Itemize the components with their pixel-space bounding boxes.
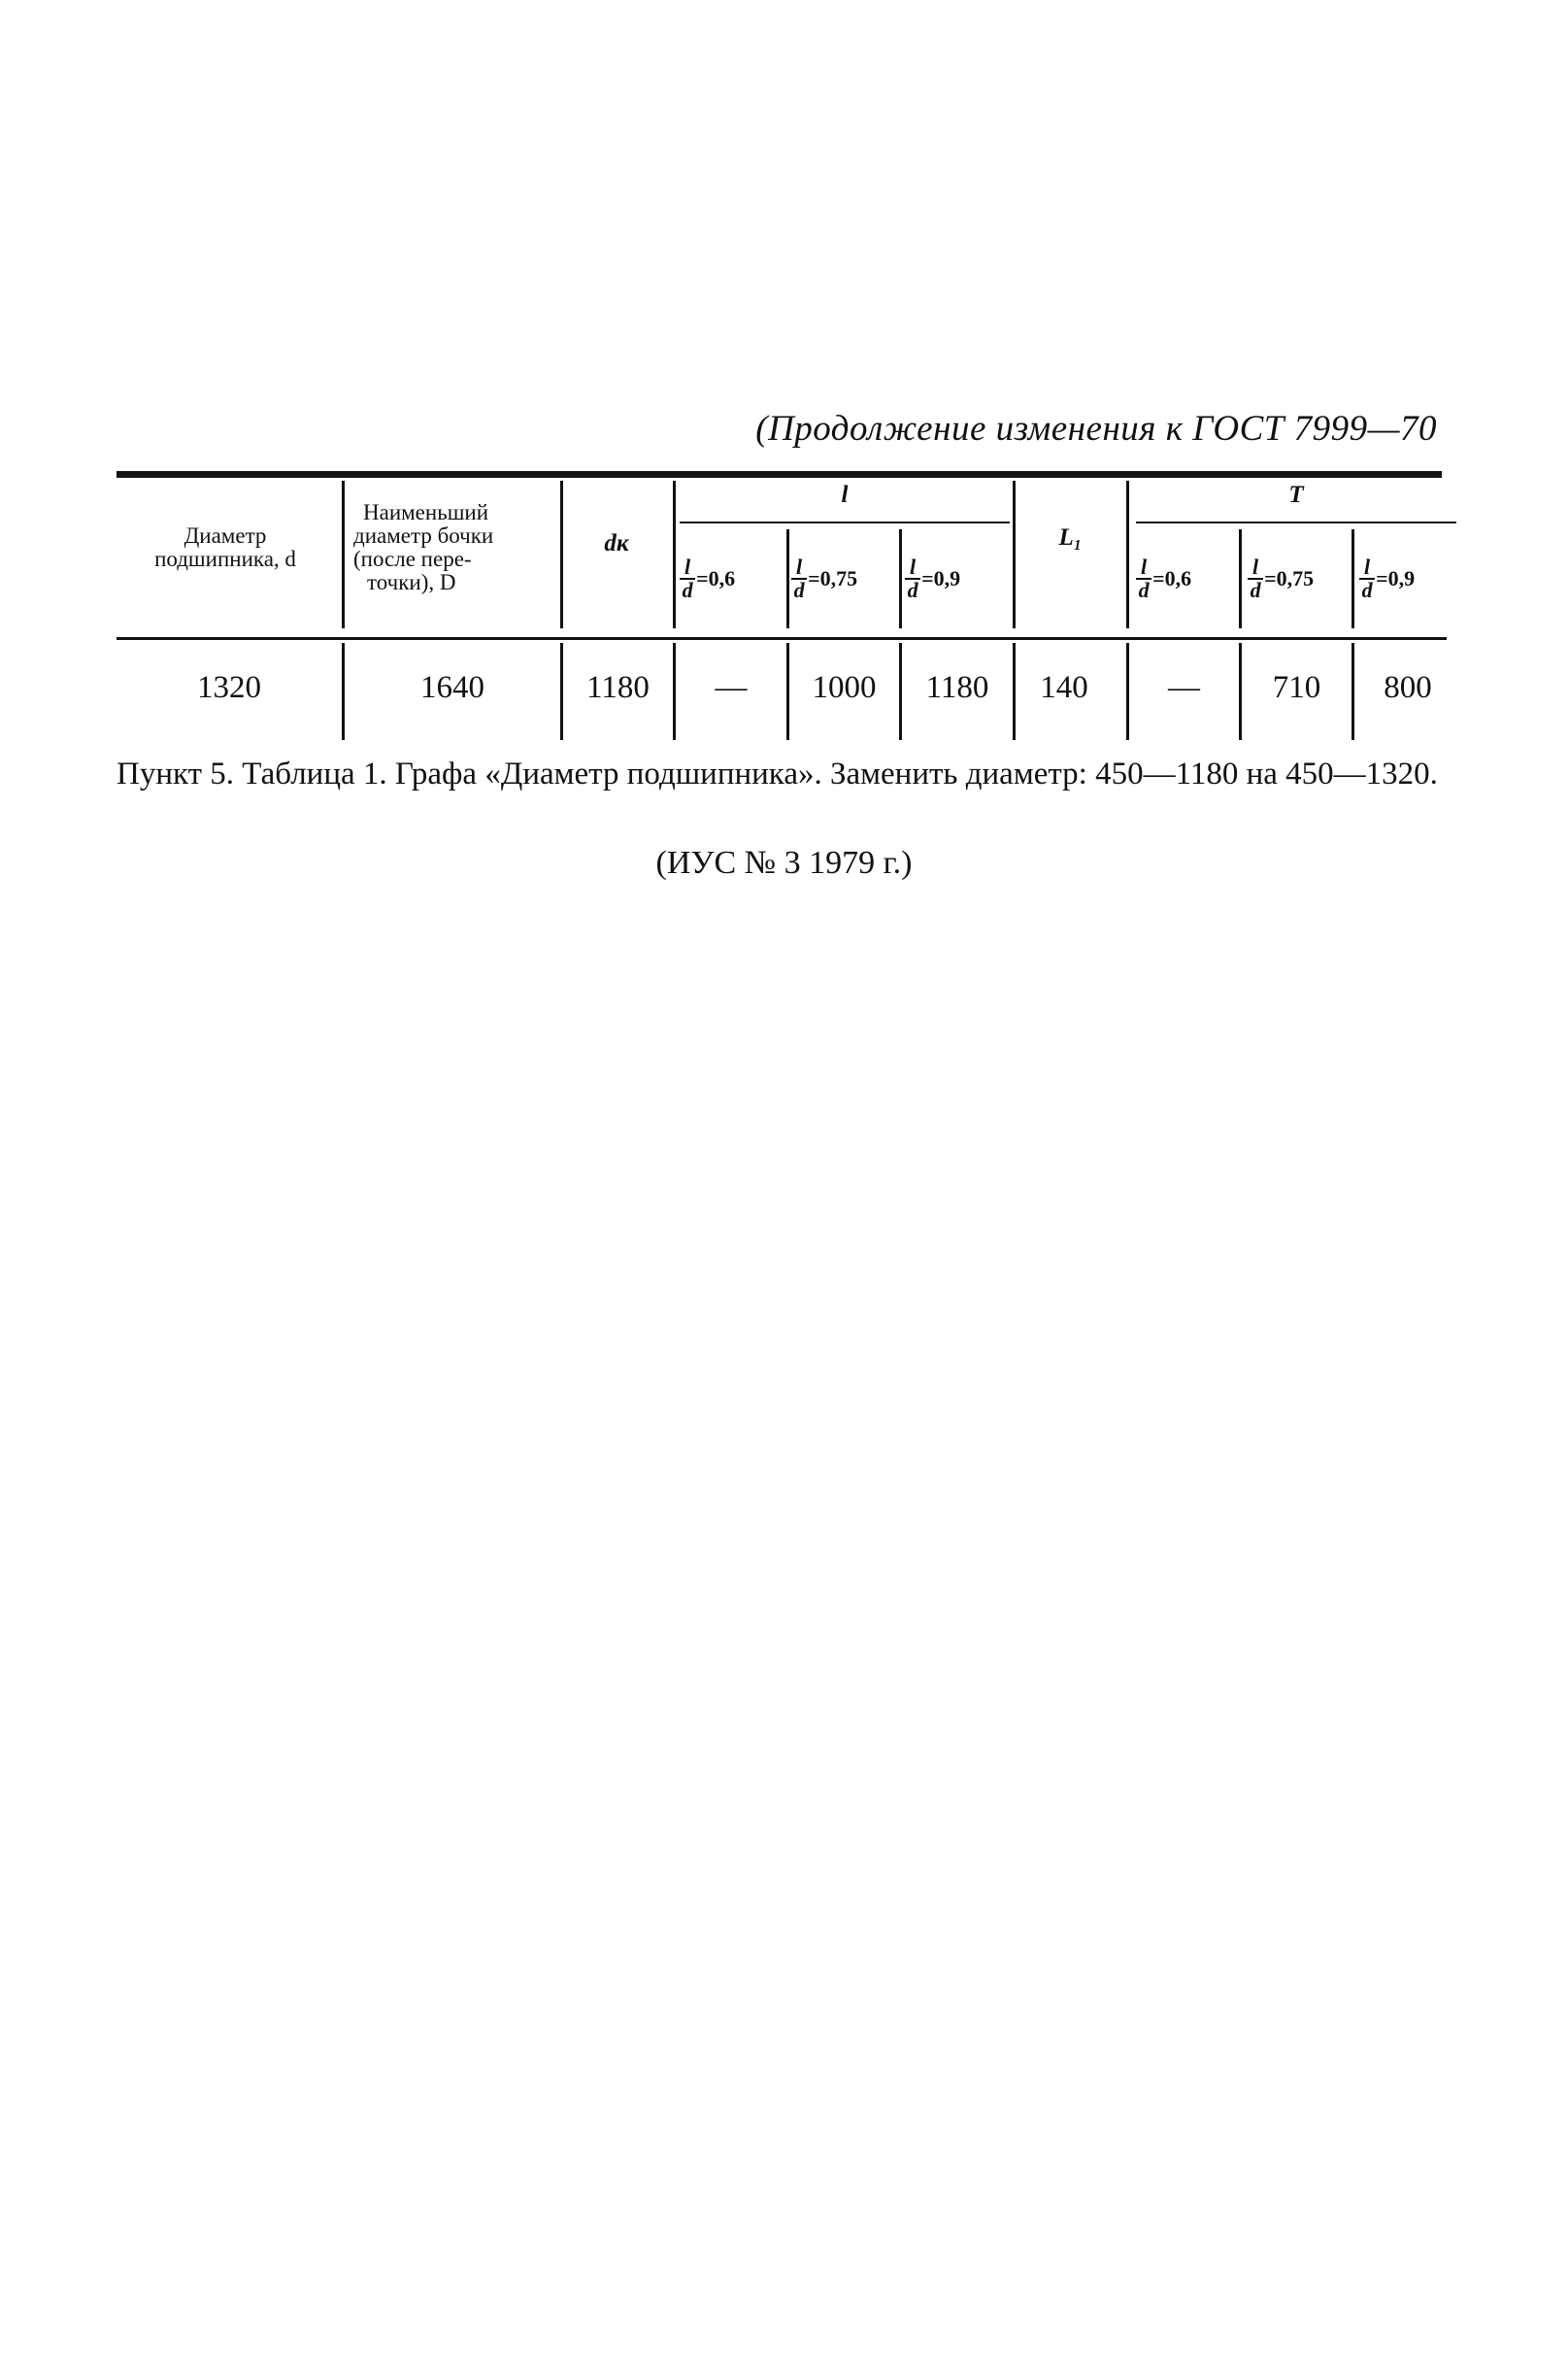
header-barrel-line4: точки), D bbox=[367, 570, 456, 594]
header-divider bbox=[560, 481, 563, 628]
row-divider bbox=[786, 643, 789, 740]
table-cell: 1000 bbox=[812, 670, 877, 705]
table-cell: 800 bbox=[1384, 670, 1432, 705]
ratio-den: d bbox=[1138, 578, 1150, 602]
ratio-num: l bbox=[680, 557, 695, 580]
ratio-num: l bbox=[1136, 557, 1151, 580]
row-divider bbox=[1239, 643, 1242, 740]
header-barrel-diameter bbox=[353, 501, 557, 594]
ratio-header-l-075 bbox=[791, 557, 857, 600]
table-cell: 1320 bbox=[197, 670, 261, 705]
ratio-num: l bbox=[1359, 557, 1375, 580]
header-barrel-line2: диаметр бочки bbox=[353, 523, 494, 548]
table-cell: — bbox=[715, 670, 748, 705]
ratio-header-l-09 bbox=[905, 557, 960, 600]
ius-reference: (ИУС № 3 1979 г.) bbox=[655, 845, 913, 881]
header-divider bbox=[1126, 481, 1129, 628]
ratio-value: =0,75 bbox=[808, 566, 858, 590]
header-barrel-line1: Наименьший bbox=[363, 500, 489, 524]
table-cell: 1180 bbox=[925, 670, 989, 705]
amendment-paragraph: Пункт 5. Таблица 1. Графа «Диаметр подшипника». Заменить диаметр: 450—1180 на 450—1320. bbox=[117, 757, 1438, 792]
table-cell: — bbox=[1168, 670, 1200, 705]
header-divider bbox=[1239, 529, 1242, 628]
ratio-den: d bbox=[793, 578, 805, 602]
ratio-value: =0,6 bbox=[1152, 566, 1192, 590]
table-cell: 710 bbox=[1272, 670, 1321, 705]
header-dk: dк bbox=[604, 530, 629, 556]
row-divider bbox=[342, 643, 345, 740]
ratio-num: l bbox=[905, 557, 920, 580]
ratio-value: =0,9 bbox=[1376, 566, 1416, 590]
header-barrel-line3: (после пере- bbox=[353, 547, 472, 571]
header-bearing-diameter bbox=[115, 524, 336, 571]
ratio-num: l bbox=[1248, 557, 1263, 580]
row-divider bbox=[560, 643, 563, 740]
header-divider bbox=[1013, 481, 1016, 628]
row-divider bbox=[1351, 643, 1354, 740]
ratio-header-t-06 bbox=[1136, 557, 1191, 600]
header-divider bbox=[1351, 529, 1354, 628]
table-cell: 1640 bbox=[420, 670, 484, 705]
ratio-value: =0,6 bbox=[696, 566, 736, 590]
header-bearing-diameter-line2: подшипника, d bbox=[154, 547, 296, 571]
header-divider bbox=[786, 529, 789, 628]
ratio-value: =0,75 bbox=[1264, 566, 1315, 590]
row-divider bbox=[1126, 643, 1129, 740]
header-t-underline bbox=[1136, 522, 1456, 523]
table-cell: 140 bbox=[1040, 670, 1088, 705]
ratio-header-t-09 bbox=[1359, 557, 1415, 600]
ratio-value: =0,9 bbox=[921, 566, 961, 590]
row-divider bbox=[1013, 643, 1016, 740]
header-t-group: T bbox=[1288, 482, 1304, 508]
table-top-rule bbox=[117, 471, 1442, 478]
ratio-header-t-075 bbox=[1248, 557, 1314, 600]
header-l1: L₁ bbox=[1058, 524, 1083, 551]
header-divider bbox=[899, 529, 902, 628]
table-header-rule bbox=[117, 637, 1447, 640]
ratio-den: d bbox=[907, 578, 918, 602]
continuation-header: (Продолжение изменения к ГОСТ 7999—70 bbox=[755, 409, 1437, 449]
ratio-num: l bbox=[791, 557, 807, 580]
ratio-den: d bbox=[1250, 578, 1261, 602]
ratio-den: d bbox=[682, 578, 693, 602]
table-cell: 1180 bbox=[586, 670, 650, 705]
ratio-header-l-06 bbox=[680, 557, 735, 600]
ratio-den: d bbox=[1361, 578, 1373, 602]
header-divider bbox=[673, 481, 676, 628]
row-divider bbox=[673, 643, 676, 740]
header-divider bbox=[342, 481, 345, 628]
header-l-underline bbox=[680, 522, 1010, 523]
header-bearing-diameter-line1: Диаметр bbox=[183, 523, 267, 548]
row-divider bbox=[899, 643, 902, 740]
header-l-group: l bbox=[841, 482, 849, 508]
